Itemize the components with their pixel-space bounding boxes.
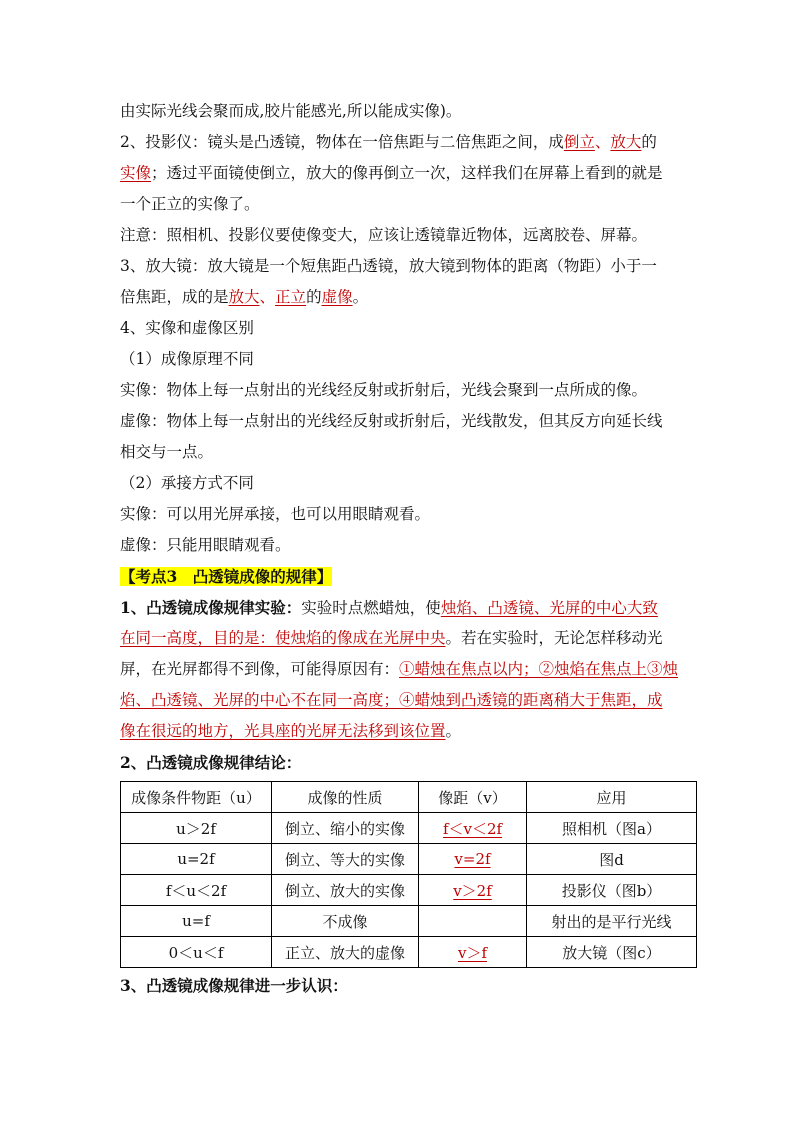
experiment-line-1 bbox=[120, 592, 696, 623]
text: 倍焦距，成的是 bbox=[120, 288, 229, 306]
table-cell: 不成像 bbox=[272, 906, 419, 937]
table-cell: 0＜u＜f bbox=[121, 937, 272, 968]
text: 实像：物体上每一点射出的光线经反射或折射后，光线会聚到一点所成的像。 bbox=[120, 381, 648, 399]
magnifier-line-2 bbox=[120, 282, 696, 313]
answer-text: 放大 bbox=[228, 288, 260, 306]
text: 的 bbox=[306, 288, 322, 306]
virtual-image-line-2 bbox=[120, 530, 696, 561]
table-cell: 照相机（图a） bbox=[527, 813, 697, 844]
answer-text: 正立 bbox=[275, 288, 307, 306]
text: 实像：可以用光屏承接，也可以用眼睛观看。 bbox=[120, 505, 431, 523]
text: 注意：照相机、投影仪要使像变大，应该让透镜靠近物体，远离胶卷、屏幕。 bbox=[120, 226, 648, 244]
answer-text: 实像 bbox=[120, 164, 152, 182]
further-title bbox=[120, 970, 696, 1001]
answer-text: 虚像 bbox=[321, 288, 353, 306]
answer-text: 放大 bbox=[610, 133, 642, 151]
answer-text: v＞2f bbox=[453, 881, 492, 900]
text: 、 bbox=[594, 133, 611, 151]
difference-heading bbox=[120, 313, 696, 344]
experiment-line-4 bbox=[120, 685, 696, 716]
text: 由实际光线会聚而成,胶片能感光,所以能成实像)。 bbox=[120, 102, 462, 120]
experiment-line-2 bbox=[120, 623, 696, 654]
text: 1、凸透镜成像规律实验： bbox=[120, 598, 302, 617]
text: 虚像：只能用眼睛观看。 bbox=[120, 536, 291, 554]
table-cell: u=2f bbox=[121, 844, 272, 875]
text: ；透过平面镜使倒立，放大的像再倒立一次，这样我们在屏幕上看到的就是 bbox=[151, 164, 663, 182]
table-row bbox=[121, 906, 697, 937]
table-cell bbox=[419, 813, 527, 844]
difference-sub-2 bbox=[120, 468, 696, 499]
difference-sub-1 bbox=[120, 344, 696, 375]
table-row bbox=[121, 813, 697, 844]
magnifier-line-1 bbox=[120, 251, 696, 282]
table-header-row bbox=[121, 782, 697, 813]
text: 3、放大镜：放大镜是一个短焦距凸透镜，放大镜到物体的距离（物距）小于一 bbox=[120, 257, 657, 275]
text: 的 bbox=[641, 133, 657, 151]
answer-text: 焰、凸透镜、光屏的中心不在同一高度；④蜡烛到凸透镜的距离稍大于焦距，成 bbox=[120, 691, 663, 709]
virtual-image-line-1b bbox=[120, 437, 696, 468]
table-cell: 放大镜（图c） bbox=[527, 937, 697, 968]
answer-text: 烛焰、凸透镜、光屏的中心大致 bbox=[440, 599, 658, 617]
answer-text: 在同一高度，目的是：使烛焰的像成在光屏中央 bbox=[120, 629, 446, 647]
table-cell bbox=[419, 875, 527, 906]
document-page bbox=[120, 96, 696, 1001]
text: 2、投影仪：镜头是凸透镜，物体在一倍焦距与二倍焦距之间，成 bbox=[120, 133, 564, 151]
text: 3、凸透镜成像规律进一步认识： bbox=[120, 976, 348, 995]
header-cell: 成像的性质 bbox=[272, 782, 419, 813]
projector-line-3 bbox=[120, 189, 696, 220]
text: 2、凸透镜成像规律结论： bbox=[120, 753, 302, 772]
table-cell: 图d bbox=[527, 844, 697, 875]
text: 。若在实验时，无论怎样移动光 bbox=[445, 629, 663, 647]
text: 实验时点燃蜡烛，使 bbox=[301, 599, 441, 617]
text: 。 bbox=[352, 288, 369, 306]
table-cell: 倒立、放大的实像 bbox=[272, 875, 419, 906]
real-image-line-1 bbox=[120, 375, 696, 406]
table-cell: f＜u＜2f bbox=[121, 875, 272, 906]
experiment-line-3 bbox=[120, 654, 696, 685]
conclusion-title bbox=[120, 747, 696, 778]
text: 相交与一点。 bbox=[120, 443, 214, 461]
section-title bbox=[120, 561, 696, 592]
virtual-image-line-1 bbox=[120, 406, 696, 437]
note-line bbox=[120, 220, 696, 251]
table-cell: 投影仪（图b） bbox=[527, 875, 697, 906]
table-cell bbox=[419, 937, 527, 968]
real-image-line-2 bbox=[120, 499, 696, 530]
table-cell: 正立、放大的虚像 bbox=[272, 937, 419, 968]
text: 。 bbox=[445, 722, 462, 740]
table-cell: u=f bbox=[121, 906, 272, 937]
text: 虚像：物体上每一点射出的光线经反射或折射后，光线散发，但其反方向延长线 bbox=[120, 412, 663, 430]
answer-text: ①蜡烛在焦点以内；②烛焰在焦点上③烛 bbox=[399, 660, 679, 678]
text: （1）成像原理不同 bbox=[120, 350, 254, 368]
answer-text: v＞f bbox=[457, 943, 488, 962]
table-cell bbox=[419, 844, 527, 875]
text: 、 bbox=[259, 288, 276, 306]
text: 一个正立的实像了。 bbox=[120, 195, 260, 213]
header-cell: 应用 bbox=[527, 782, 697, 813]
header-cell: 成像条件物距（u） bbox=[121, 782, 272, 813]
text: 屏，在光屏都得不到像，可能得原因有： bbox=[120, 660, 400, 678]
text: 4、实像和虚像区别 bbox=[120, 319, 254, 337]
table-cell: 倒立、缩小的实像 bbox=[272, 813, 419, 844]
answer-text: 倒立 bbox=[563, 133, 595, 151]
table-cell: 射出的是平行光线 bbox=[527, 906, 697, 937]
text: （2）承接方式不同 bbox=[120, 474, 254, 492]
paragraph-line bbox=[120, 96, 696, 127]
header-cell: 像距（v） bbox=[419, 782, 527, 813]
experiment-line-5 bbox=[120, 716, 696, 747]
projector-line-1 bbox=[120, 127, 696, 158]
projector-line-2 bbox=[120, 158, 696, 189]
table-row bbox=[121, 875, 697, 906]
section-title-text: 【考点3 凸透镜成像的规律】 bbox=[120, 567, 333, 586]
answer-text: v=2f bbox=[454, 850, 491, 868]
imaging-rules-table bbox=[120, 781, 697, 968]
table-row bbox=[121, 844, 697, 875]
table-cell: u＞2f bbox=[121, 813, 272, 844]
table-row bbox=[121, 937, 697, 968]
answer-text: 像在很远的地方，光具座的光屏无法移到该位置 bbox=[120, 722, 446, 740]
table-cell: 倒立、等大的实像 bbox=[272, 844, 419, 875]
answer-text: f＜v＜2f bbox=[442, 819, 503, 838]
table-cell bbox=[419, 906, 527, 937]
